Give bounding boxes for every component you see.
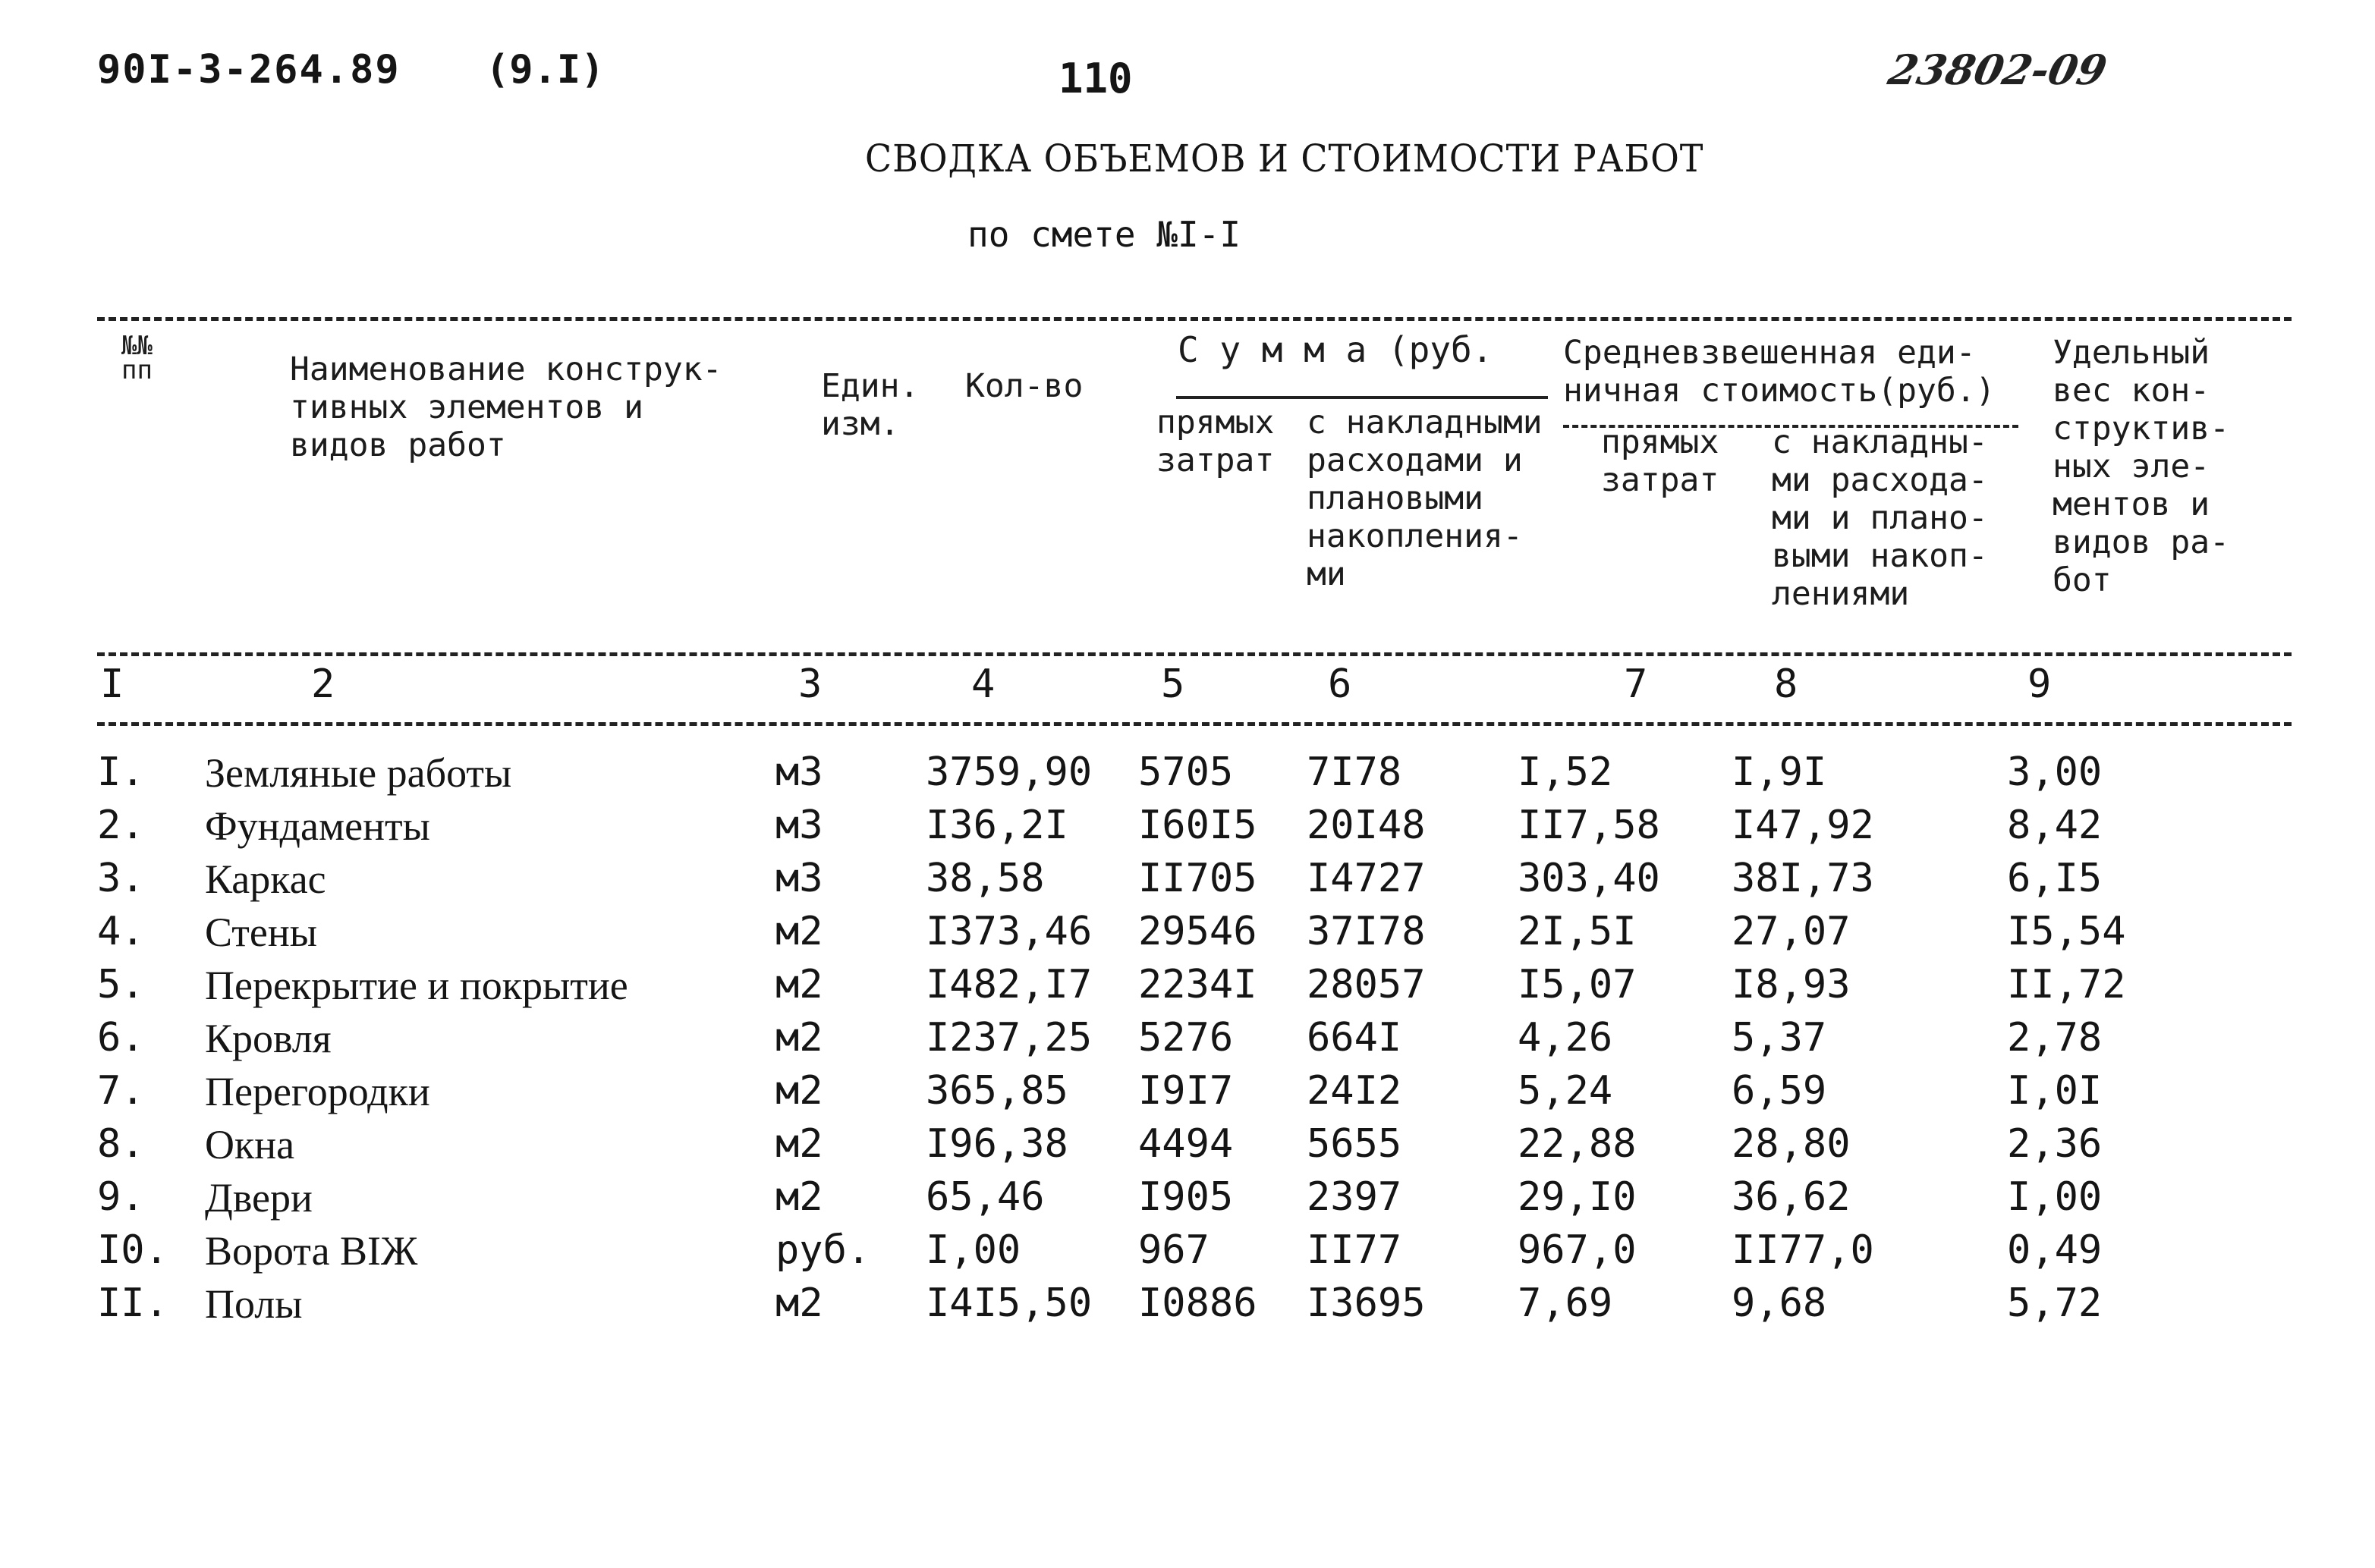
table-row (0, 1068, 2375, 1121)
quantity-cell: I237,25 (926, 1015, 1093, 1061)
unit-cell: м2 (775, 962, 823, 1007)
quantity-cell: I36,2I (926, 803, 1068, 848)
direct-cost-cell: 29546 (1138, 909, 1257, 954)
header-sum-overhead: с накладными расходами и плановыми накопления- ми (1307, 404, 1543, 593)
avg-direct-cost-cell: II7,58 (1518, 803, 1660, 848)
column-number-2: 2 (311, 661, 335, 707)
header-share: Удельный вес кон- структив- ных эле- ментов и видов ра- бот (2053, 334, 2229, 599)
element-name: Каркас (205, 856, 326, 902)
direct-cost-cell: 4494 (1138, 1121, 1234, 1167)
quantity-cell: I4I5,50 (926, 1280, 1093, 1326)
avg-total-cost-cell: I8,93 (1732, 962, 1851, 1007)
row-number: I. (97, 749, 145, 795)
avg-direct-cost-cell: 303,40 (1518, 856, 1660, 901)
row-number: 7. (97, 1068, 145, 1114)
share-cell: 2,36 (2007, 1121, 2103, 1167)
table-row (0, 909, 2375, 962)
table-row (0, 803, 2375, 856)
element-name: Ворота ВІЖ (205, 1228, 418, 1274)
quantity-cell: 365,85 (926, 1068, 1068, 1114)
column-number-1: I (100, 661, 124, 707)
total-cost-cell: 2397 (1307, 1174, 1402, 1220)
header-sum-direct: прямых затрат (1156, 404, 1275, 479)
direct-cost-cell: I905 (1138, 1174, 1234, 1220)
element-name: Двери (205, 1175, 313, 1221)
column-number-9: 9 (2027, 661, 2052, 707)
element-name: Фундаменты (205, 803, 430, 849)
header-bottom-rule (97, 652, 2292, 656)
total-cost-cell: I3695 (1307, 1280, 1426, 1326)
avg-direct-cost-cell: 22,88 (1518, 1121, 1637, 1167)
row-number: I0. (97, 1227, 168, 1273)
avg-direct-cost-cell: 29,I0 (1518, 1174, 1637, 1220)
header-average-group: Средневзвешенная еди- ничная стоимость(руб.) (1563, 334, 1996, 410)
inventory-stamp-number: 23802-09 (1884, 46, 2112, 94)
share-cell: 3,00 (2007, 749, 2103, 795)
unit-cell: м2 (775, 1068, 823, 1114)
row-number: 5. (97, 962, 145, 1007)
total-cost-cell: I4727 (1307, 856, 1426, 901)
row-number: 6. (97, 1015, 145, 1061)
header-quantity: Кол-во (965, 367, 1084, 405)
total-cost-cell: 37I78 (1307, 909, 1426, 954)
share-cell: I5,54 (2007, 909, 2126, 954)
total-cost-cell: 28057 (1307, 962, 1426, 1007)
direct-cost-cell: 5276 (1138, 1015, 1234, 1061)
element-name: Стены (205, 910, 318, 955)
avg-direct-cost-cell: 967,0 (1518, 1227, 1637, 1273)
document-code: 90I-3-264.89 (97, 47, 401, 93)
quantity-cell: 38,58 (926, 856, 1045, 901)
table-top-rule (97, 317, 2292, 321)
column-number-7: 7 (1624, 661, 1648, 707)
table-row (0, 1015, 2375, 1068)
element-name: Перекрытие и покрытие (205, 963, 628, 1008)
direct-cost-cell: II705 (1138, 856, 1257, 901)
unit-cell: м3 (775, 803, 823, 848)
share-cell: 0,49 (2007, 1227, 2103, 1273)
document-title: СВОДКА ОБЪЕМОВ И СТОИМОСТИ РАБОТ (865, 137, 1704, 181)
total-cost-cell: II77 (1307, 1227, 1402, 1273)
unit-cell: м3 (775, 749, 823, 795)
column-number-6: 6 (1328, 661, 1352, 707)
share-cell: I,0I (2007, 1068, 2103, 1114)
avg-direct-cost-cell: 4,26 (1518, 1015, 1613, 1061)
share-cell: II,72 (2007, 962, 2126, 1007)
row-number: II. (97, 1280, 168, 1326)
direct-cost-cell: I0886 (1138, 1280, 1257, 1326)
header-sum-group: С у м м а (руб. (1178, 329, 1493, 370)
direct-cost-cell: I9I7 (1138, 1068, 1234, 1114)
avg-direct-cost-cell: I,52 (1518, 749, 1613, 795)
total-cost-cell: 5655 (1307, 1121, 1402, 1167)
share-cell: 8,42 (2007, 803, 2103, 848)
avg-total-cost-cell: I47,92 (1732, 803, 1874, 848)
header-unit: Един. изм. (821, 367, 920, 443)
element-name: Окна (205, 1122, 295, 1167)
avg-direct-cost-cell: 7,69 (1518, 1280, 1613, 1326)
table-row (0, 856, 2375, 909)
table-row (0, 1227, 2375, 1280)
table-row (0, 962, 2375, 1015)
table-row (0, 1174, 2375, 1227)
unit-cell: м2 (775, 1015, 823, 1061)
quantity-cell: 3759,90 (926, 749, 1093, 795)
avg-total-cost-cell: 28,80 (1732, 1121, 1851, 1167)
avg-total-cost-cell: 5,37 (1732, 1015, 1827, 1061)
element-name: Полы (205, 1281, 303, 1327)
share-cell: 2,78 (2007, 1015, 2103, 1061)
header-element-name: Наименование конструк- тивных элементов и видов работ (290, 350, 722, 464)
row-number: 4. (97, 909, 145, 954)
unit-cell: м2 (775, 1121, 823, 1167)
share-cell: 6,I5 (2007, 856, 2103, 901)
unit-cell: м2 (775, 909, 823, 954)
unit-cell: м2 (775, 1174, 823, 1220)
avg-direct-cost-cell: 2I,5I (1518, 909, 1637, 954)
table-row (0, 1121, 2375, 1174)
column-number-8: 8 (1774, 661, 1798, 707)
total-cost-cell: 24I2 (1307, 1068, 1402, 1114)
column-number-5: 5 (1161, 661, 1185, 707)
quantity-cell: 65,46 (926, 1174, 1045, 1220)
sum-group-underline (1176, 396, 1548, 399)
table-row (0, 749, 2375, 803)
column-numbers-bottom-rule (97, 722, 2292, 726)
column-number-3: 3 (798, 661, 823, 707)
avg-total-cost-cell: 27,07 (1732, 909, 1851, 954)
row-number: 9. (97, 1174, 145, 1220)
column-number-4: 4 (971, 661, 996, 707)
header-row-number: №№ пп (121, 331, 153, 385)
avg-total-cost-cell: 9,68 (1732, 1280, 1827, 1326)
header-average-direct: прямых затрат (1601, 423, 1719, 499)
direct-cost-cell: 2234I (1138, 962, 1257, 1007)
total-cost-cell: 664I (1307, 1015, 1402, 1061)
avg-direct-cost-cell: I5,07 (1518, 962, 1637, 1007)
page-number: 110 (1059, 55, 1133, 102)
avg-total-cost-cell: I,9I (1732, 749, 1827, 795)
direct-cost-cell: 5705 (1138, 749, 1234, 795)
row-number: 2. (97, 803, 145, 848)
avg-total-cost-cell: 6,59 (1732, 1068, 1827, 1114)
quantity-cell: I373,46 (926, 909, 1093, 954)
section-number: (9.I) (486, 47, 605, 93)
share-cell: 5,72 (2007, 1280, 2103, 1326)
unit-cell: м2 (775, 1280, 823, 1326)
direct-cost-cell: I60I5 (1138, 803, 1257, 848)
header-average-overhead: с накладны- ми расхода- ми и плано- выми накоп- лениями (1772, 423, 1988, 613)
total-cost-cell: 20I48 (1307, 803, 1426, 848)
element-name: Перегородки (205, 1069, 430, 1114)
avg-total-cost-cell: 38I,73 (1732, 856, 1874, 901)
document-subtitle: по смете №I-I (967, 214, 1241, 255)
element-name: Земляные работы (205, 750, 512, 796)
quantity-cell: I,00 (926, 1227, 1021, 1273)
table-row (0, 1280, 2375, 1334)
avg-total-cost-cell: 36,62 (1732, 1174, 1851, 1220)
row-number: 3. (97, 856, 145, 901)
quantity-cell: I96,38 (926, 1121, 1068, 1167)
element-name: Кровля (205, 1016, 332, 1061)
quantity-cell: I482,I7 (926, 962, 1093, 1007)
avg-direct-cost-cell: 5,24 (1518, 1068, 1613, 1114)
total-cost-cell: 7I78 (1307, 749, 1402, 795)
unit-cell: руб. (775, 1227, 871, 1273)
avg-total-cost-cell: II77,0 (1732, 1227, 1874, 1273)
row-number: 8. (97, 1121, 145, 1167)
share-cell: I,00 (2007, 1174, 2103, 1220)
unit-cell: м3 (775, 856, 823, 901)
direct-cost-cell: 967 (1138, 1227, 1210, 1273)
